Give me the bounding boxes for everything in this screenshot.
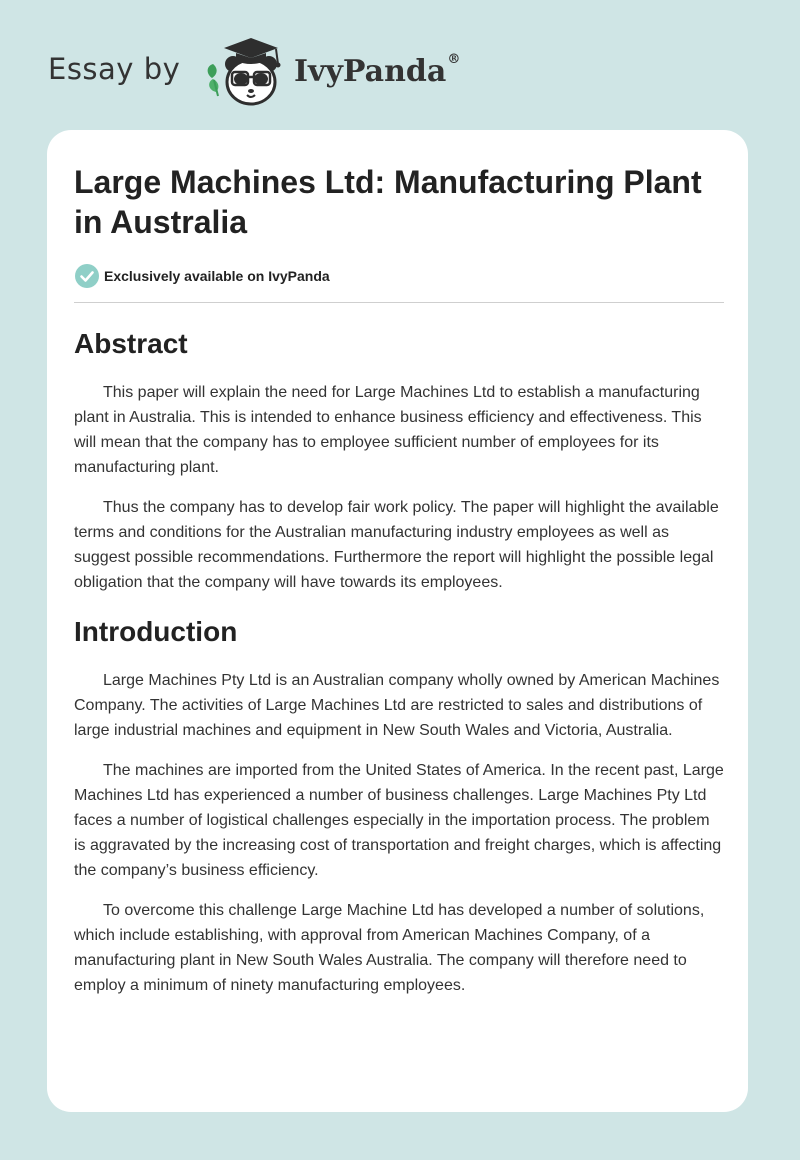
paragraph: To overcome this challenge Large Machine Ltd has developed a number of solutions, which include establishing, with approval from American Machines Company, of a manufacturing plant in New South Wales Australia. The company will therefore need to employ a minimum of ninety manufacturing employees. <box>74 902 705 994</box>
essay-card <box>47 130 748 1112</box>
section-heading-introduction: Introduction <box>74 616 238 647</box>
essay-content <box>74 162 724 998</box>
brand-name: IvyPanda <box>294 54 447 89</box>
exclusive-badge <box>74 262 724 290</box>
paragraph: Large Machines Pty Ltd is an Australian company wholly owned by American Machines Company. The activities of Large Machines Ltd are restricted to sales and distributions of large industrial machines and equipment in New South Wales and Victoria, Australia. <box>74 672 720 739</box>
paragraph: The machines are imported from the United States of America. In the recent past, Large Machines Ltd has experienced a number of business challenges. Large Machines Pty Ltd faces a number of logistical challenges especially in the importation process. The problem is aggravated by the increasing cost of transportation and freight charges, which is affecting the company’s business efficiency. <box>74 762 724 879</box>
registered-mark: ® <box>447 52 461 67</box>
exclusive-badge-text: Exclusively available on IvyPanda <box>104 268 330 284</box>
title-divider <box>74 302 724 303</box>
paragraph: Thus the company has to develop fair work policy. The paper will highlight the available terms and conditions for the Australian manufacturing industry employees as well as suggest possible recommendations. Furthermore the report will highlight the possible legal obligation that the company will have towards its employees. <box>74 499 719 591</box>
section-heading-abstract: Abstract <box>74 328 188 359</box>
paragraph: This paper will explain the need for Large Machines Ltd to establish a manufacturing plant in Australia. This is intended to enhance business efficiency and effectiveness. This will mean that the company has to employee sufficient number of employees for its manufacturing plant. <box>74 384 702 476</box>
panda-graduate-logo-icon[interactable] <box>204 34 292 110</box>
brand-logo-text[interactable] <box>294 54 460 89</box>
check-circle-icon <box>74 263 100 289</box>
site-header <box>48 34 548 114</box>
essay-title: Large Machines Ltd: Manufacturing Plant in Australia <box>74 164 702 240</box>
essay-by-label: Essay by <box>48 52 181 86</box>
